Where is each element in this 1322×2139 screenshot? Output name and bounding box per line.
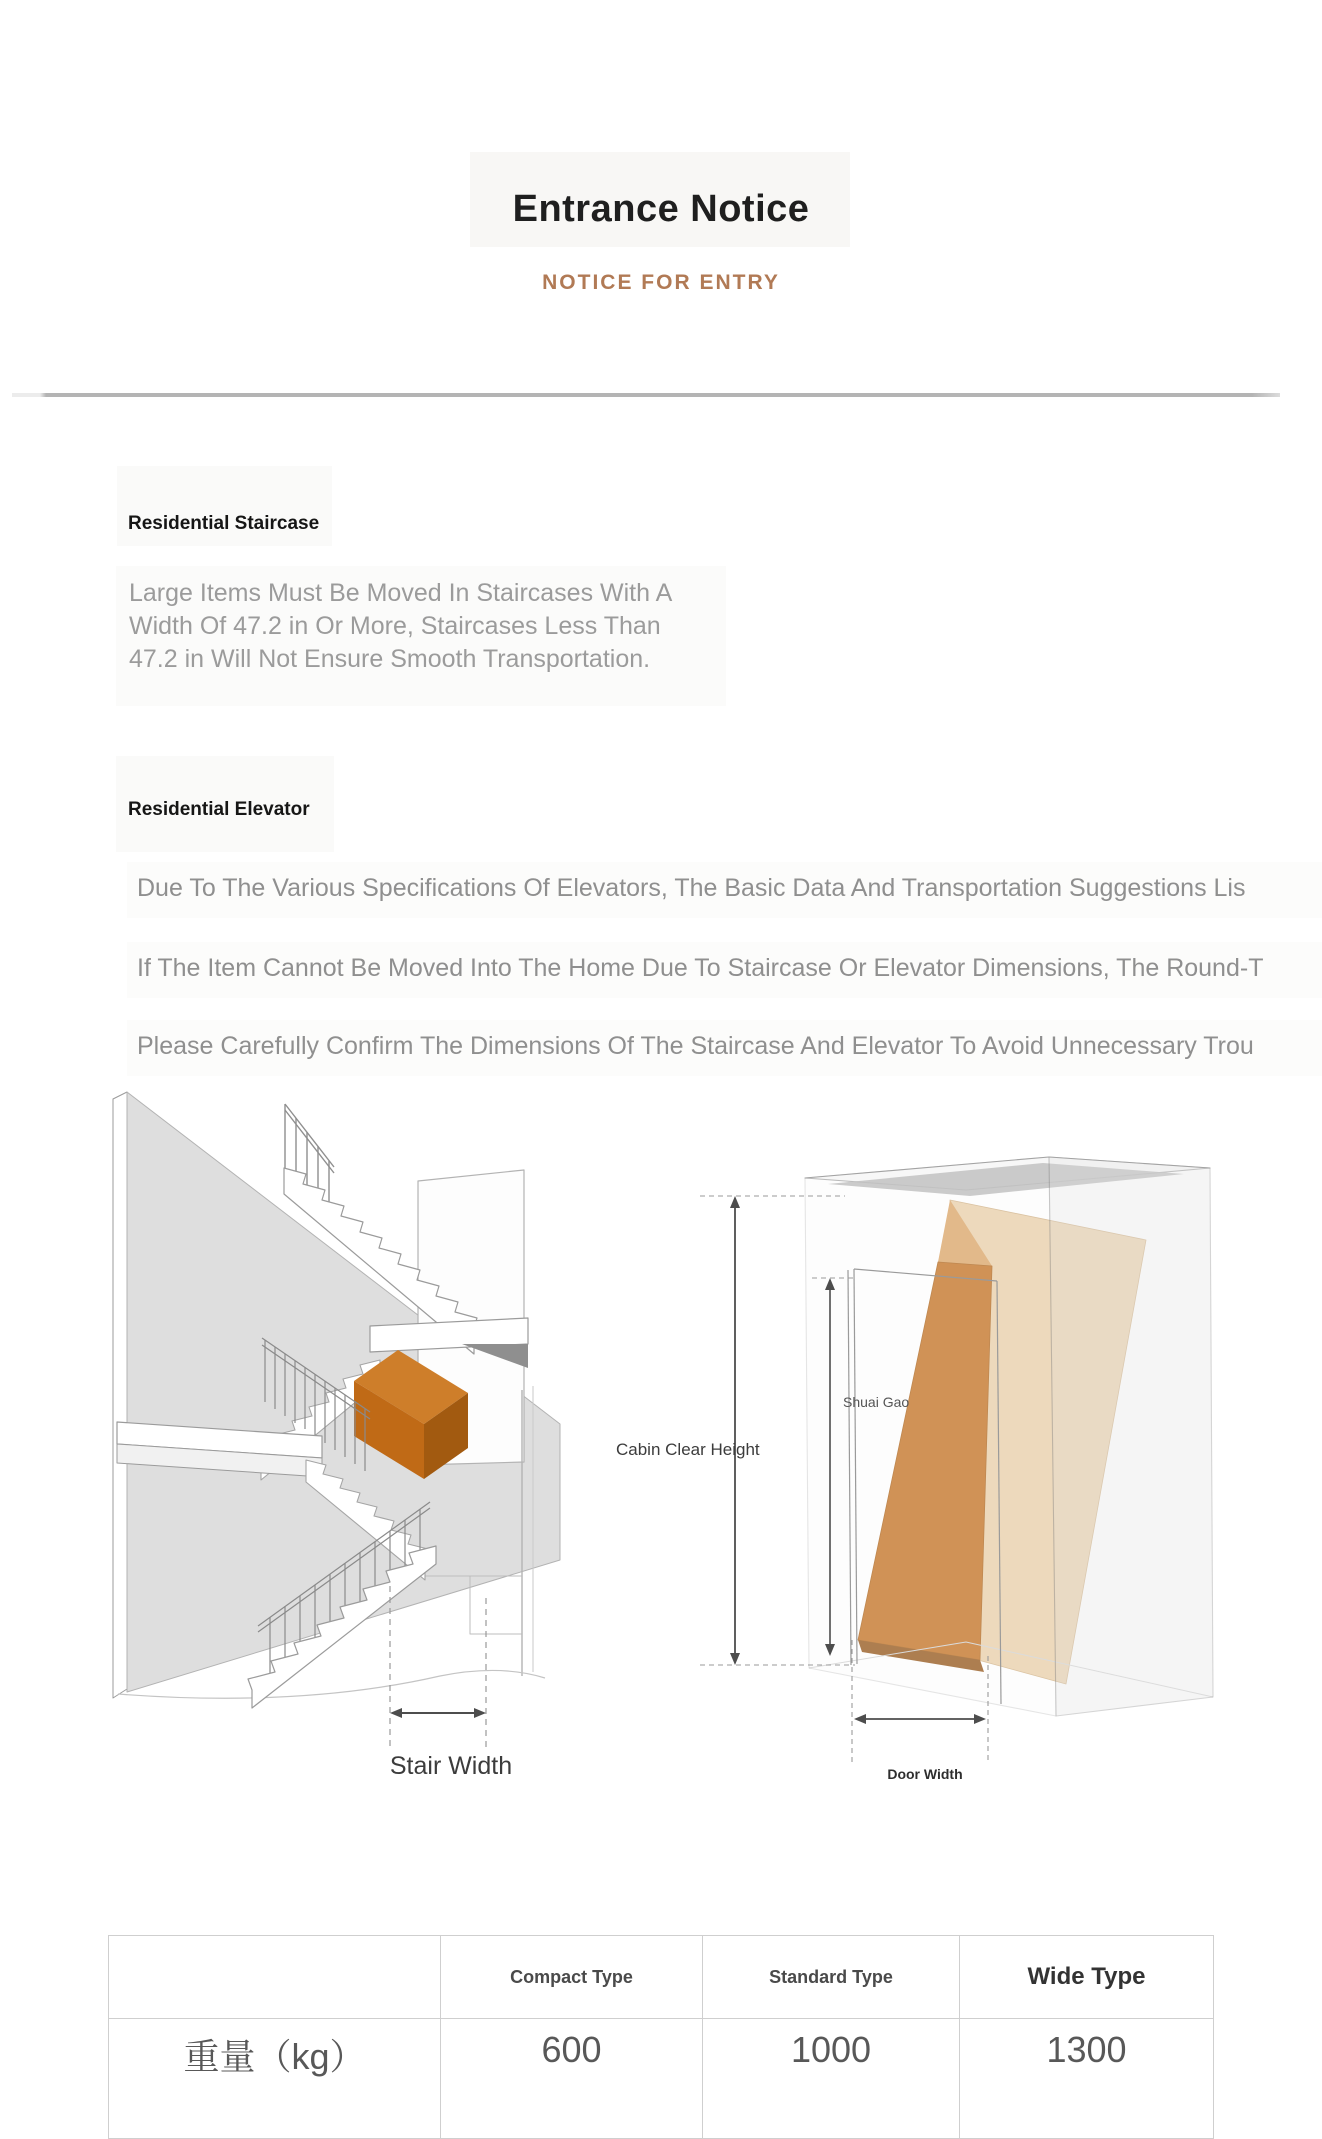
page-subtitle: NOTICE FOR ENTRY — [542, 271, 780, 294]
stair-width-measure — [390, 1586, 486, 1750]
table-header-cell-compact: Compact Type — [441, 1936, 703, 2019]
paragraph-line: Large Items Must Be Moved In Staircases With A — [129, 579, 673, 607]
page-title: Entrance Notice — [512, 188, 810, 230]
table-row — [109, 2019, 1214, 2139]
stair-width-label: Stair Width — [389, 1752, 513, 1780]
door-width-label: Door Width — [887, 1766, 963, 1782]
section-heading-elevator: Residential Elevator — [128, 799, 310, 820]
section-heading-staircase: Residential Staircase — [128, 513, 320, 534]
table-cell-compact-value: 600 — [441, 2019, 703, 2139]
spec-table — [108, 1935, 1214, 2139]
elevator-bullet-line: Due To The Various Specifications Of Elevators, The Basic Data And Transportation Suggestions Lis — [137, 874, 1246, 902]
inner-height-label: Shuai Gao — [843, 1394, 910, 1410]
elevator-bullet-line: If The Item Cannot Be Moved Into The Home Due To Staircase Or Elevator Dimensions, The Round-T — [137, 954, 1264, 982]
paragraph-line: Width Of 47.2 in Or More, Staircases Less Than — [129, 612, 661, 640]
table-cell-wide-value: 1300 — [960, 2019, 1214, 2139]
table-header-cell-standard: Standard Type — [703, 1936, 960, 2019]
table-cell-weight-label: 重量（kg） — [109, 2019, 441, 2139]
staircase-illustration — [113, 1092, 560, 1750]
table-header-row — [109, 1936, 1214, 2019]
paragraph-line: 47.2 in Will Not Ensure Smooth Transportation. — [129, 645, 651, 673]
table-cell-standard-value: 1000 — [703, 2019, 960, 2139]
table-header-cell-blank — [109, 1936, 441, 2019]
cabin-clear-height-label: Cabin Clear Height — [616, 1440, 760, 1459]
table-header-cell-wide: Wide Type — [960, 1936, 1214, 2019]
staircase-paragraph — [129, 577, 769, 676]
elevator-bullet-line: Please Carefully Confirm The Dimensions Of The Staircase And Elevator To Avoid Unnecessary Trou — [137, 1032, 1254, 1060]
elevator-illustration — [700, 1157, 1213, 1764]
